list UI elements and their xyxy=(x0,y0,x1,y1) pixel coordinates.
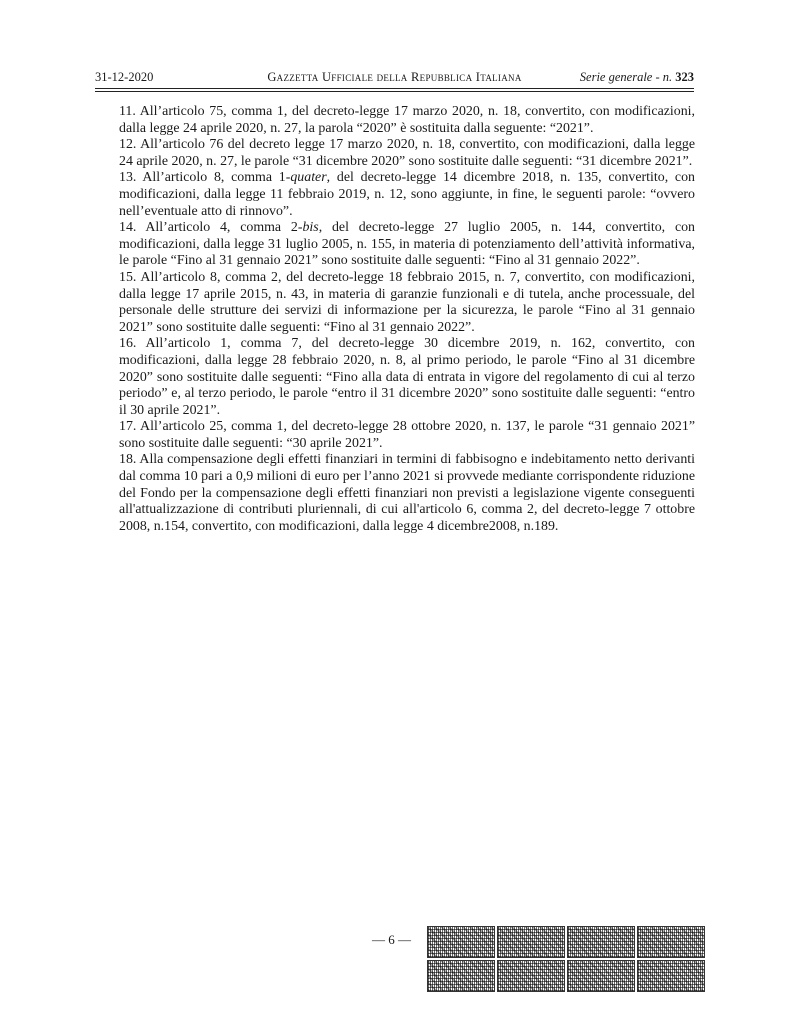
paragraph-p12 xyxy=(119,137,695,170)
datamatrix-code xyxy=(497,960,565,992)
datamatrix-code xyxy=(567,926,635,958)
paragraph-p16 xyxy=(119,336,695,419)
paragraph-text: , del decreto-legge 27 luglio 2005, n. 144, convertito, con modificazioni, dalla legge 31 luglio 2005, n. 155, in materia di potenziamento dell’attività informativa, le parole “Fino al 31 gennaio 2021” sono sostituite dalle seguenti: “Fino al 31 gennaio 2022”. xyxy=(119,220,696,269)
paragraph-p11 xyxy=(119,104,695,137)
datamatrix-code xyxy=(497,926,565,958)
paragraph-text: 11. All’articolo 75, comma 1, del decreto-legge 17 marzo 2020, n. 18, convertito, con modificazioni, dalla legge 24 aprile 2020, n. 27, la parola “2020” è sostituita dalla seguente: “2021”. xyxy=(119,104,695,136)
paragraph-text: 17. All’articolo 25, comma 1, del decreto-legge 28 ottobre 2020, n. 137, le parole “31 gennaio 2021” sono sostituite dalle seguenti: “30 aprile 2021”. xyxy=(119,419,695,451)
datamatrix-codes xyxy=(427,926,705,992)
paragraph-text: 16. All’articolo 1, comma 7, del decreto-legge 30 dicembre 2019, n. 162, convertito, con modificazioni, dalla legge 28 febbraio 2020, n. 8, al primo periodo, le parole “Fino al 31 dicembre 2020” sono sostituite dalle seguenti: “Fino alla data di entrata in vigore del regolamento di cui al terzo periodo” e, al terzo periodo, le parole “entro il 31 dicembre 2020” sono sostituite dalle seguenti: “entro il 30 aprile 2021”. xyxy=(119,336,695,418)
page-header xyxy=(95,70,694,88)
italic-term: bis xyxy=(302,220,319,236)
italic-term: quater xyxy=(290,170,327,186)
header-rule-bottom xyxy=(95,91,694,92)
datamatrix-code xyxy=(637,960,705,992)
paragraph-text: 12. All’articolo 76 del decreto legge 17 marzo 2020, n. 18, convertito, con modificazioni, dalla legge 24 aprile 2020, n. 27, le parole “31 dicembre 2020” sono sostituite dalle seguenti: “31 dicembre 2021”. xyxy=(119,137,695,169)
paragraph-text: 18. Alla compensazione degli effetti finanziari in termini di fabbisogno e indebitamento netto derivanti dal comma 10 pari a 0,9 milioni di euro per l’anno 2021 si provvede mediante corrispondente riduzione del Fondo per la compensazione degli effetti finanziari non previsti a legislazione vigente conseguenti all'attualizzazione di contributi pluriennali, di cui all'articolo 6, comma 2, del decreto-legge 7 ottobre 2008, n.154, convertito, con modificazioni, dalla legge 4 dicembre2008, n.189. xyxy=(119,452,695,534)
page-footer xyxy=(0,926,791,996)
datamatrix-code xyxy=(637,926,705,958)
datamatrix-code xyxy=(567,960,635,992)
gazette-title: Gazzetta Ufficiale della Repubblica Italiana xyxy=(267,70,522,84)
paragraph-text: 15. All’articolo 8, comma 2, del decreto-legge 18 febbraio 2015, n. 7, convertito, con modificazioni, dalla legge 17 aprile 2015, n. 43, in materia di garanzie funzionali e di tutela, anche processuale, del personale delle strutture dei servizi di informazione per la sicurezza, le parole “Fino al 31 gennaio 2021” sono sostituite dalle seguenti: “Fino al 31 gennaio 2022”. xyxy=(119,269,695,335)
paragraph-p14 xyxy=(119,220,695,270)
datamatrix-code xyxy=(427,960,495,992)
paragraph-p17 xyxy=(119,419,695,452)
paragraph-p13 xyxy=(119,170,695,220)
publication-date: 31-12-2020 xyxy=(95,70,154,84)
paragraph-text: 13. All’articolo 8, comma 1- xyxy=(119,170,291,186)
paragraph-text: , del decreto-legge 14 dicembre 2018, n. 135, convertito, con modificazioni, dalla legge 11 febbraio 2019, n. 12, sono aggiunte, in fine, le seguenti parole: “ovvero nell’eventuale atto di rinnovo”. xyxy=(119,170,695,219)
series-number: 323 xyxy=(675,70,694,84)
paragraph-p18 xyxy=(119,452,695,535)
datamatrix-code xyxy=(427,926,495,958)
page-number: — 6 — xyxy=(372,932,411,947)
header-rule-top xyxy=(95,88,694,89)
series-label xyxy=(580,70,694,85)
document-body xyxy=(119,104,695,535)
series-text: Serie generale - n. xyxy=(579,70,673,84)
paragraph-text: 14. All’articolo 4, comma 2- xyxy=(119,220,303,236)
paragraph-p15 xyxy=(119,270,695,336)
